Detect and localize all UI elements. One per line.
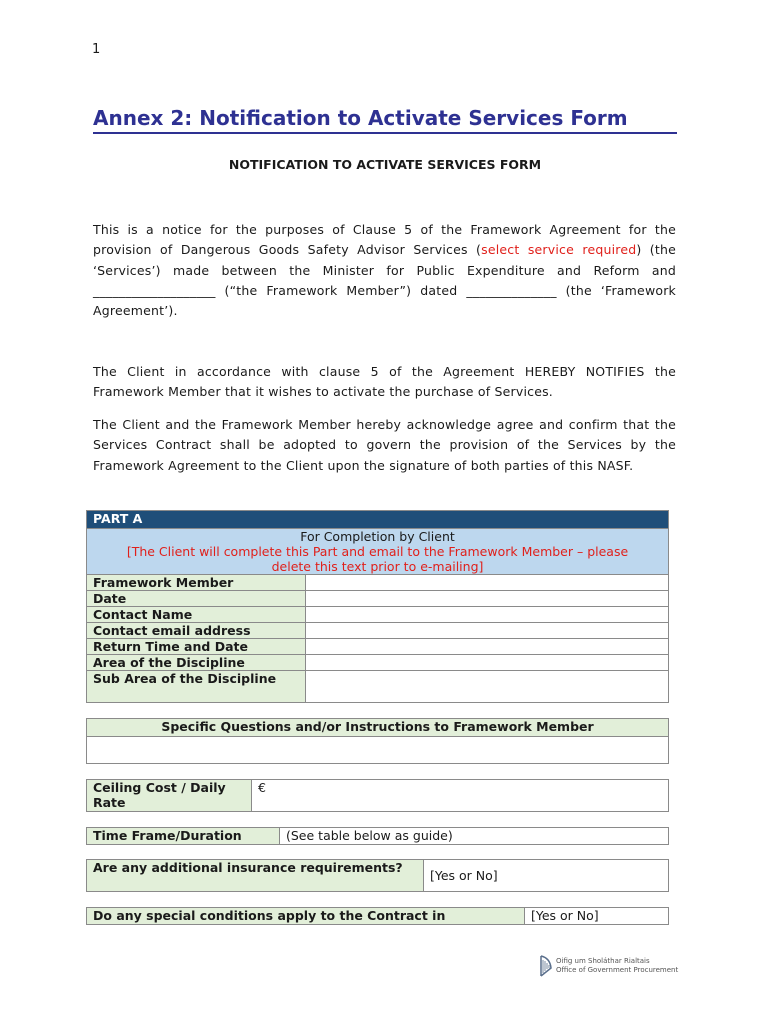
field-label: Area of the Discipline — [87, 655, 306, 671]
document-title: Annex 2: Notification to Activate Services Form — [93, 106, 677, 134]
field-value-area[interactable] — [306, 655, 669, 671]
part-a-instructions — [87, 529, 669, 575]
ogp-logo — [538, 954, 679, 980]
field-value-contact-name[interactable] — [306, 607, 669, 623]
logo-line-english: Office of Government Procurement — [556, 966, 679, 974]
insurance-label: Are any additional insurance requirements? — [87, 860, 424, 892]
field-label: Contact Name — [87, 607, 306, 623]
field-label: Return Time and Date — [87, 639, 306, 655]
part-a-header: PART A — [87, 511, 669, 529]
time-frame-value[interactable]: (See table below as guide) — [280, 828, 669, 845]
time-frame-table — [86, 827, 669, 845]
field-label: Date — [87, 591, 306, 607]
field-value-contact-email[interactable] — [306, 623, 669, 639]
questions-input[interactable] — [87, 737, 669, 764]
special-conditions-label: Do any special conditions apply to the Contract in — [87, 908, 525, 925]
page-number: 1 — [92, 42, 101, 57]
field-value-framework-member[interactable] — [306, 575, 669, 591]
time-frame-label: Time Frame/Duration — [87, 828, 280, 845]
ceiling-cost-table — [86, 779, 669, 812]
acknowledgement-paragraph: The Client and the Framework Member hereby acknowledge agree and confirm that the Services Contract shall be adopted to govern the provision of the Services by the Framework Agreement to the Client upon the signature of both parties of this NASF. — [93, 417, 676, 473]
instruction-note: [The Client will complete this Part and email to the Framework Member – please delete this text prior to e-mailing] — [126, 544, 629, 574]
questions-label: Specific Questions and/or Instructions to Framework Member — [87, 719, 669, 737]
notification-paragraph: The Client in accordance with clause 5 of the Agreement HEREBY NOTIFIES the Framework Member that it wishes to activate the purchase of Services. — [93, 364, 676, 400]
questions-table — [86, 718, 669, 764]
part-a-table — [86, 510, 669, 703]
harp-icon — [538, 954, 554, 978]
intro-text-a: This is a notice for the purposes of Clause 5 of the Framework Agreement for the provision of Dangerous Goods Safety Advisor Services ( — [93, 222, 676, 258]
intro-text-b: ) (the ‘Services’) made between the Minister for Public Expenditure and Reform and ___________________ (“the Framework Member”) dated ______________ (the ‘Framework Agreement’). — [93, 242, 676, 319]
insurance-table — [86, 859, 669, 892]
form-subtitle: NOTIFICATION TO ACTIVATE SERVICES FORM — [228, 157, 542, 172]
field-value-sub-area[interactable] — [306, 671, 669, 703]
special-conditions-value[interactable]: [Yes or No] — [525, 908, 669, 925]
insurance-value[interactable]: [Yes or No] — [424, 860, 669, 892]
completion-label: For Completion by Client — [300, 529, 455, 544]
service-placeholder: select service required — [481, 242, 637, 258]
field-value-return-time[interactable] — [306, 639, 669, 655]
ceiling-cost-value[interactable]: € — [252, 780, 669, 812]
logo-line-irish: Oifig um Sholáthar Rialtais — [556, 957, 650, 965]
ceiling-cost-label: Ceiling Cost / Daily Rate — [87, 780, 252, 812]
field-label: Framework Member — [87, 575, 306, 591]
special-conditions-table — [86, 907, 669, 925]
field-label: Sub Area of the Discipline — [87, 671, 306, 703]
field-value-date[interactable] — [306, 591, 669, 607]
field-label: Contact email address — [87, 623, 306, 639]
intro-paragraph — [93, 220, 676, 321]
